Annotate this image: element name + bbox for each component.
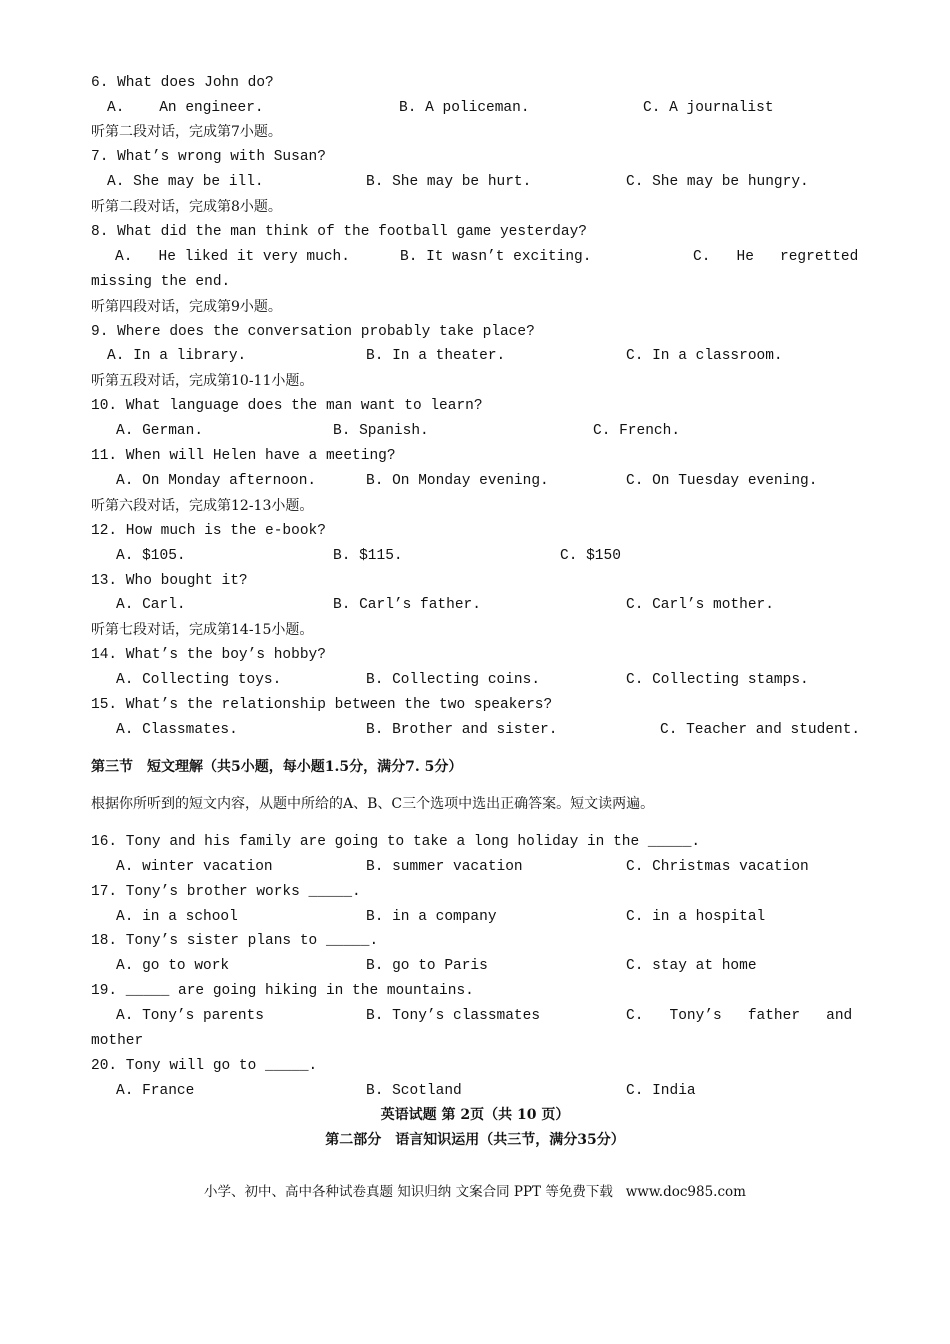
option-20b: B. Scotland [366, 1083, 462, 1099]
option-9c: C. In a classroom. [626, 348, 783, 364]
question-20: 20. Tony will go to _____. [91, 1058, 318, 1074]
page-number-label: 英语试题 第 2页（共 10 页） [380, 1107, 570, 1123]
instruction-14-15: 听第七段对话，完成第14-15小题。 [91, 622, 314, 638]
option-8b: B. It wasn’t exciting. [400, 249, 592, 265]
option-13a: A. Carl. [116, 597, 186, 613]
section-3-title: 第三节 短文理解（共5小题，每小题1.5分，满分7. 5分） [91, 759, 463, 775]
option-20a: A. France [116, 1083, 195, 1099]
option-15a: A. Classmates. [116, 722, 238, 738]
option-13b: B. Carl’s father. [333, 597, 481, 613]
question-9: 9. Where does the conversation probably take place? [91, 324, 535, 340]
section-3-direction: 根据你所听到的短文内容，从题中所给的A、B、C三个选项中选出正确答案。短文读两遍。 [91, 796, 655, 812]
option-20c: C. India [626, 1083, 696, 1099]
option-15b: B. Brother and sister. [366, 722, 558, 738]
option-13c: C. Carl’s mother. [626, 597, 774, 613]
instruction-12-13: 听第六段对话，完成第12-13小题。 [91, 498, 314, 514]
instruction-8: 听第二段对话，完成第8小题。 [91, 199, 282, 215]
option-11c: C. On Tuesday evening. [626, 473, 818, 489]
option-9b: B. In a theater. [366, 348, 506, 364]
option-8a: A. He liked it very much. [115, 249, 350, 265]
option-12b: B. $115. [333, 548, 403, 564]
instruction-9: 听第四段对话，完成第9小题。 [91, 299, 282, 315]
option-18b: B. go to Paris [366, 958, 488, 974]
option-9a: A. In a library. [107, 348, 247, 364]
question-16: 16. Tony and his family are going to take a long holiday in the _____. [91, 834, 701, 850]
instruction-7: 听第二段对话，完成第7小题。 [91, 124, 282, 140]
option-19c-continued: mother [91, 1033, 144, 1049]
option-19a: A. Tony’s parents [116, 1008, 264, 1024]
option-19c: C. Tony’s father and [626, 1008, 853, 1024]
question-19: 19. _____ are going hiking in the mountains. [91, 983, 474, 999]
option-6b: B. A policeman. [399, 100, 530, 116]
option-8c: C. He regretted [693, 249, 859, 265]
option-8c-continued: missing the end. [91, 274, 231, 290]
option-17c: C. in a hospital [626, 909, 766, 925]
option-17a: A. in a school [116, 909, 238, 925]
question-12: 12. How much is the e-book? [91, 523, 326, 539]
option-7a: A. She may be ill. [107, 174, 264, 190]
option-10a: A. German. [116, 423, 204, 439]
option-16b: B. summer vacation [366, 859, 523, 875]
option-18a: A. go to work [116, 958, 230, 974]
question-15: 15. What’s the relationship between the two speakers? [91, 697, 553, 713]
question-7: 7. What’s wrong with Susan? [91, 149, 326, 165]
question-13: 13. Who bought it? [91, 573, 248, 589]
option-12c: C. $150 [560, 548, 621, 564]
option-14a: A. Collecting toys. [116, 672, 282, 688]
option-19b: B. Tony’s classmates [366, 1008, 541, 1024]
option-7c: C. She may be hungry. [626, 174, 809, 190]
question-6: 6. What does John do? [91, 75, 274, 91]
watermark-footer: 小学、初中、高中各种试卷真题 知识归纳 文案合同 PPT 等免费下载 www.doc985.com [204, 1184, 746, 1200]
question-8: 8. What did the man think of the football game yesterday? [91, 224, 587, 240]
question-18: 18. Tony’s sister plans to _____. [91, 933, 379, 949]
question-11: 11. When will Helen have a meeting? [91, 448, 396, 464]
option-10b: B. Spanish. [333, 423, 429, 439]
question-14: 14. What’s the boy’s hobby? [91, 647, 326, 663]
option-11a: A. On Monday afternoon. [116, 473, 317, 489]
option-12a: A. $105. [116, 548, 186, 564]
option-10c: C. French. [593, 423, 681, 439]
option-16c: C. Christmas vacation [626, 859, 809, 875]
option-11b: B. On Monday evening. [366, 473, 549, 489]
instruction-10-11: 听第五段对话，完成第10-11小题。 [91, 373, 314, 389]
option-7b: B. She may be hurt. [366, 174, 532, 190]
option-14c: C. Collecting stamps. [626, 672, 809, 688]
option-16a: A. winter vacation [116, 859, 273, 875]
option-15c: C. Teacher and student. [660, 722, 861, 738]
option-14b: B. Collecting coins. [366, 672, 541, 688]
option-17b: B. in a company [366, 909, 497, 925]
part-2-title: 第二部分 语言知识运用（共三节，满分35分） [325, 1132, 625, 1148]
option-6c: C. A journalist [643, 100, 774, 116]
option-18c: C. stay at home [626, 958, 757, 974]
question-10: 10. What language does the man want to learn? [91, 398, 483, 414]
option-6a: A. An engineer. [107, 100, 264, 116]
question-17: 17. Tony’s brother works _____. [91, 884, 361, 900]
